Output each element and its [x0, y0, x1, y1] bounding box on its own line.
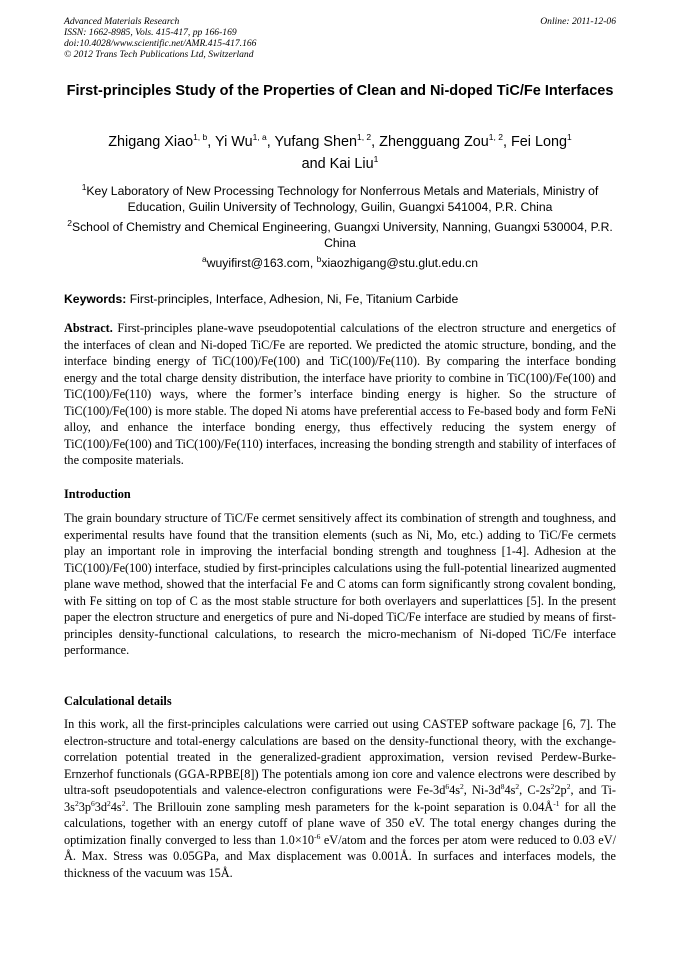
author-name: Zhengguang Zou	[379, 134, 489, 150]
author-separator: ,	[502, 134, 511, 150]
section-heading-calculational-details: Calculational details	[64, 694, 172, 708]
author-affil-sup: 1	[373, 154, 379, 165]
config-sup: 2	[74, 798, 79, 808]
config-ni: 4s	[504, 783, 516, 797]
section-heading-introduction: Introduction	[64, 487, 131, 501]
config-c: 2p	[554, 783, 567, 797]
paper-title: First-principles Study of the Properties of Clean and Ni-doped TiC/Fe Interfaces	[66, 83, 614, 99]
affiliation-1	[64, 183, 616, 215]
author-name: Fei Long	[510, 134, 567, 150]
author-affil-sup: 1, 2	[356, 132, 372, 143]
author-separator: ,	[207, 134, 216, 150]
config-sup: 2	[515, 781, 520, 791]
kpoint-sup: -1	[553, 798, 560, 808]
config-sup: 2	[121, 798, 126, 808]
author-name: Kai Liu	[329, 156, 374, 172]
affiliation-text: School of Chemistry and Chemical Engineering, Guangxi University, Nanning, Guangxi 530004, P.R. China	[71, 220, 613, 250]
author-affil-sup: 1, a	[252, 132, 267, 143]
config-sup: 2	[566, 781, 571, 791]
author-affil-sup: 1, b	[193, 132, 208, 143]
tolerance-sup: -6	[314, 831, 321, 841]
config-fe: Fe-3d	[416, 783, 446, 797]
calc-text: . The Brillouin zone sampling mesh parameters for the k-point separation is 0.04Å	[125, 799, 554, 814]
author-affil-sup: 1, 2	[488, 132, 503, 143]
affiliation-text: Key Laboratory of New Processing Technology for Nonferrous Metals and Materials, Ministry of Education, Guilin University of Technology, Guilin, Guangxi 541004, P.R. China	[86, 184, 599, 214]
author-name: Zhigang Xiao	[108, 134, 194, 150]
keywords-text: First-principles, Interface, Adhesion, Ni, Fe, Titanium Carbide	[129, 292, 459, 306]
author-name: Yufang Shen	[274, 134, 357, 150]
calc-text: for all the calculations, together with an energy cutoff of plane wave of 350 eV. The total energy changes during the optimization finally converged to less than 1.0×10	[64, 799, 617, 847]
email-sup: a	[201, 253, 207, 264]
abstract-text: First-principles plane-wave pseudopotential calculations of the electron structure and energetics of the interfaces of clean and Ni-doped TiC/Fe are reported. We predicted the atomic structure, bonding, and the interface binding energy of TiC(100)/Fe(100) and TiC(100)/Fe(110). By comparing the interface bonding energy and the total charge density distribution, the interface have priority to combine in TiC(100)/Fe(100) and TiC(100)/Fe(110) ways, where the former’s interface binding energy is higher. So the structure of TiC(100)/Fe(100) is more stable. The doped Ni atoms have preferential access to Fe-based body and form FeNi alloy, and enhance the interface bonding energy, thus effectively reducing the system energy of TiC(100)/Fe(100) and TiC(100)/Fe(110) interfaces, increasing the bonding strength and stability of interfaces of the composite materials.	[64, 321, 616, 467]
email-link[interactable]: xiaozhigang@stu.glut.edu.cn	[321, 256, 479, 270]
config-sup: 6	[90, 798, 95, 808]
calc-text: eV/atom and the forces per atom were reduced to 0.03 eV/Å. Max. Stress was 0.05GPa, and Max displacement was 0.001Å. In surfaces and interfaces models, the thickness of the vacuum was 15Å.	[64, 832, 616, 880]
doi-line: doi:10.4028/www.scientific.net/AMR.415-417.166	[64, 38, 257, 49]
abstract-label: Abstract.	[64, 321, 113, 335]
copyright-line: © 2012 Trans Tech Publications Ltd, Switzerland	[64, 49, 254, 60]
config-ni: , Ni-3d	[463, 783, 501, 797]
email-sup: b	[316, 253, 322, 264]
online-date: Online: 2011-12-06	[540, 16, 616, 27]
config-sup: 2	[550, 781, 555, 791]
issn-line: ISSN: 1662-8985, Vols. 415-417, pp 166-169	[64, 27, 237, 38]
config-sup: 6	[445, 781, 450, 791]
calculational-details-text	[64, 716, 616, 881]
author-separator: ,	[371, 134, 380, 150]
config-ti: 3p	[78, 799, 91, 814]
abstract	[64, 320, 616, 469]
email-line: $^a$wuyifirst@163.com, $^b$xiaozhigang@stu.glut.edu.cn	[201, 253, 479, 270]
author-and: and	[301, 156, 330, 172]
config-sup: 2	[107, 798, 111, 808]
affiliation-sup: 2	[67, 217, 72, 228]
config-c: , C-2s	[519, 783, 551, 797]
config-ti: 3d	[94, 799, 108, 814]
config-sup: 2	[460, 781, 464, 791]
author-list	[64, 131, 616, 175]
keywords-label: Keywords:	[64, 292, 127, 306]
config-sup: 8	[500, 781, 505, 791]
running-header	[64, 16, 616, 60]
introduction-text: The grain boundary structure of TiC/Fe cermet sensitively affect its combination of strength and toughness, and experimental results have found that the transition elements (such as Ni, Mo, etc.) adding to TiC/Fe cermets play an important role in improving the interfacial bonding strength and toughness [1-4]. Adhesion at the TiC(100)/Fe(100) interface, studied by first-principles calculations using the full-potential linearized augmented plane wave method, showed that the interfacial Fe and C atoms can form significantly strong covalent bonding, with Fe sitting on top of C as the most stable structure for both overlayers and superlattices [5]. In the present paper the electron structure and energetics of pure and Ni-doped TiC/Fe interface are studied by means of first-principles density-functional calculations, to research the micro-mechanism of Ni-doped TiC/Fe interface performance.	[64, 511, 616, 657]
config-ti: 4s	[110, 799, 122, 814]
author-affil-sup: 1	[567, 132, 572, 143]
calc-text: In this work, all the first-principles calculations were carried out using CASTEP software package [6, 7]. The electron-structure and total-energy calculations are based on the density-functional theory, with the exchange-correlation potential treated in the generalized-gradient approximation, version revised Perdew-Burke-Ernzerhof functionals (GGA-RPBE[8]) The potentials among ion core and valence electrons were described by ultra-soft pseudopotentials and valence-electron configurations were	[64, 717, 616, 797]
config-fe: 4s	[449, 783, 461, 797]
keywords	[64, 291, 616, 307]
author-name: Yi Wu	[215, 134, 253, 150]
affiliation-sup: 1	[81, 181, 87, 192]
email-link[interactable]: wuyifirst@163.com	[206, 256, 310, 270]
journal-name: Advanced Materials Research	[64, 16, 180, 27]
config-ti: , and Ti-3s	[64, 783, 616, 814]
author-separator: ,	[266, 134, 275, 150]
affiliation-2	[64, 219, 616, 251]
